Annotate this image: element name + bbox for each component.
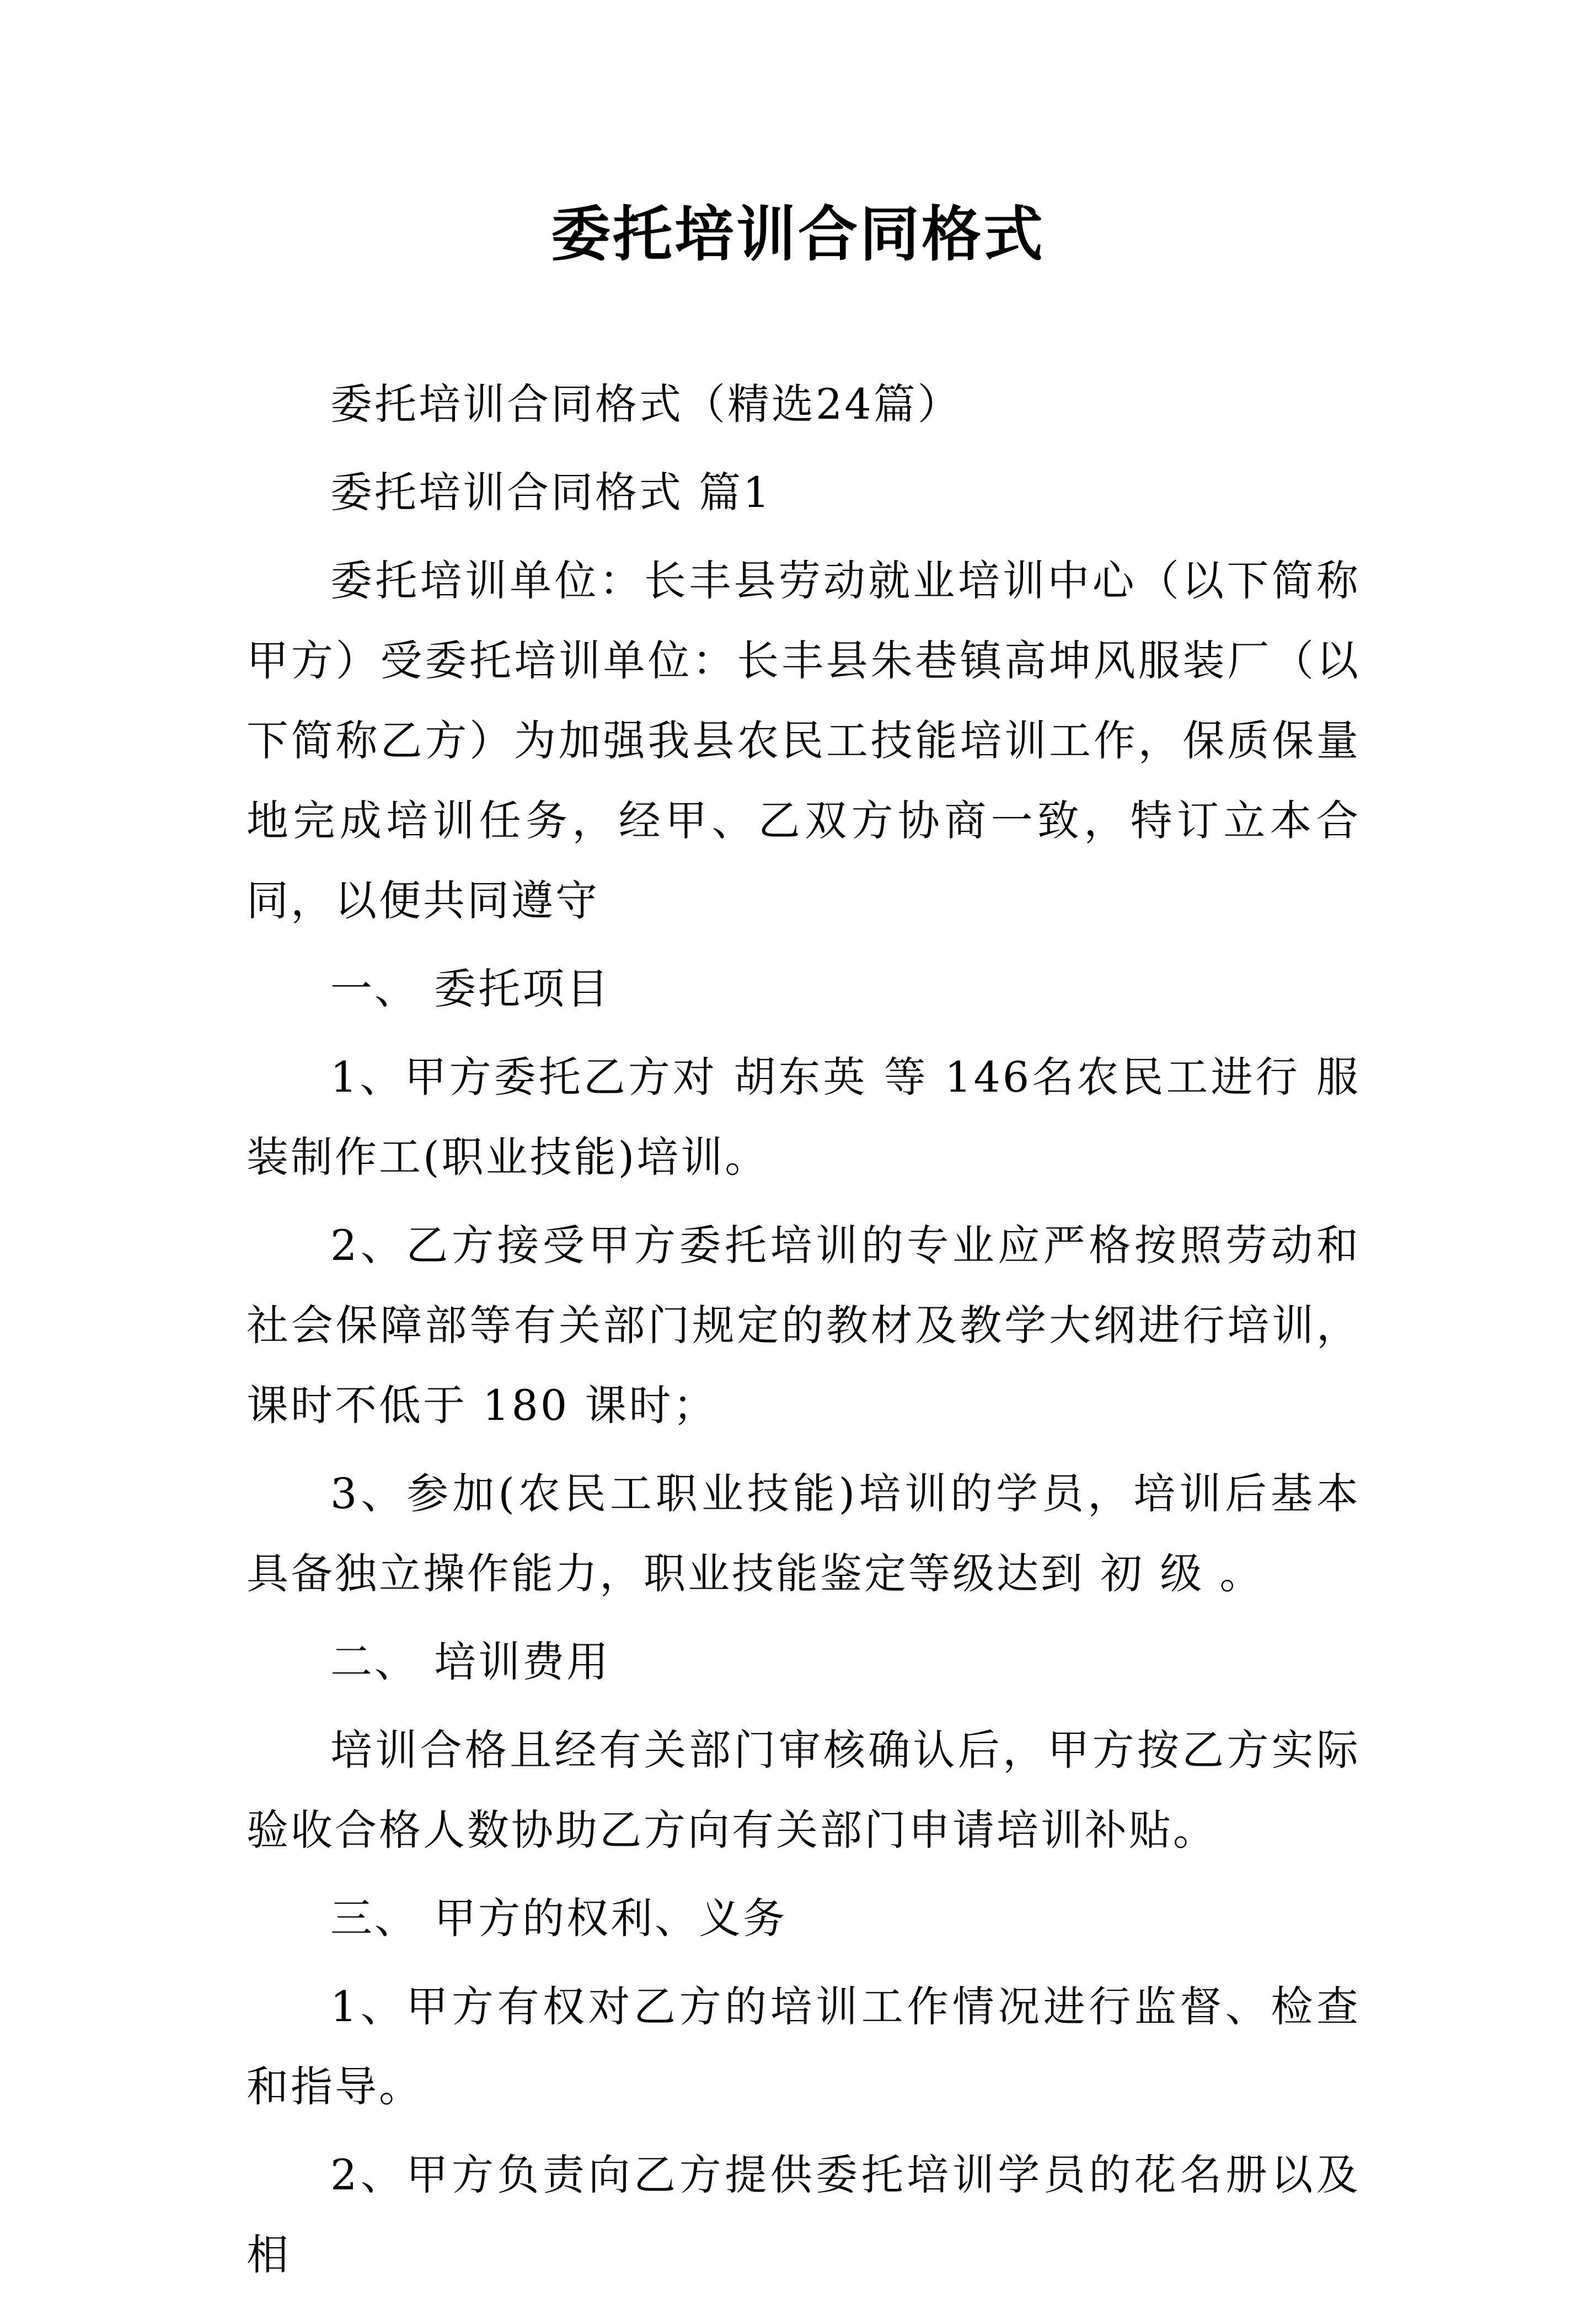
paragraph-subtitle: 委托培训合同格式（精选24篇） xyxy=(330,380,962,429)
document-title: 委托培训合同格式 xyxy=(550,200,1045,269)
paragraph-project-item-1: 1、甲方委托乙方对 胡东英 等 146名农民工进行 服装制作工(职业技能)培训。 xyxy=(247,1052,1361,1182)
paragraph-training-fee: 培训合格且经有关部门审核确认后，甲方按乙方实际验收合格人数协助乙方向有关部门申请培训补贴。 xyxy=(247,1725,1361,1855)
paragraph-party-a-item-2: 2、甲方负责向乙方提供委托培训学员的花名册以及相 xyxy=(247,2150,1361,2279)
paragraph-section-heading: 委托培训合同格式 篇1 xyxy=(330,468,772,517)
paragraph-project-item-2: 2、乙方接受甲方委托培训的专业应严格按照劳动和社会保障部等有关部门规定的教材及教学大纲进行培训，课时不低于 180 课时； xyxy=(247,1221,1361,1430)
heading-party-a-rights: 三、 甲方的权利、义务 xyxy=(330,1894,788,1943)
paragraph-project-item-3: 3、参加(农民工职业技能)培训的学员，培训后基本具备独立操作能力，职业技能鉴定等级达到 初 级 。 xyxy=(247,1469,1361,1598)
document-body xyxy=(247,364,1361,2303)
heading-entrusted-project: 一、 委托项目 xyxy=(330,964,611,1013)
heading-training-fee: 二、 培训费用 xyxy=(330,1637,611,1686)
paragraph-parties: 委托培训单位：长丰县劳动就业培训中心（以下简称甲方）受委托培训单位：长丰县朱巷镇高坤风服装厂（以下简称乙方）为加强我县农民工技能培训工作，保质保量地完成培训任务，经甲、乙双方协商一致，特订立本合同，以便共同遵守 xyxy=(247,556,1361,925)
paragraph-party-a-item-1: 1、甲方有权对乙方的培训工作情况进行监督、检查和指导。 xyxy=(247,1982,1361,2111)
